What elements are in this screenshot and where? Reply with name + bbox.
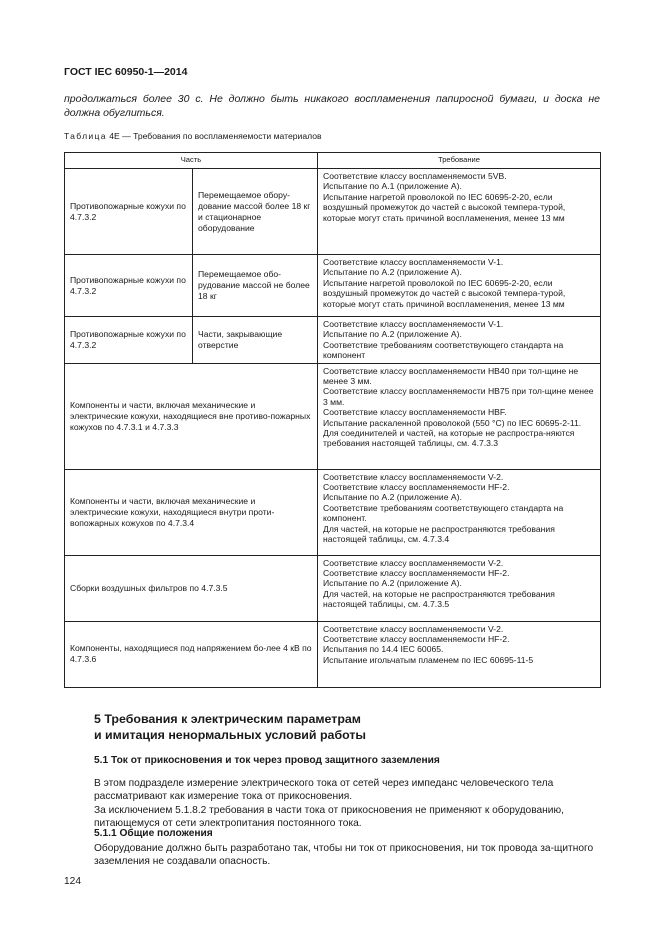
requirement-line: Соответствие классу воспламеняемости V-2. [323, 557, 504, 568]
part-cell: Противопожарные кожухи по 4.7.3.2 [65, 317, 193, 364]
intro-paragraph: продолжаться более 30 с. Не должно быть никакого воспламенения папиросной бумаги, и доска не должна обуглиться. [64, 93, 600, 119]
section-5-1-para1 [64, 777, 600, 804]
part-cell: Противопожарные кожухи по 4.7.3.2 [65, 255, 193, 317]
section-5-1-1-title: 5.1.1 Общие положения [94, 828, 213, 839]
requirement-line: Соответствие классу воспламеняемости HF-2. [323, 568, 510, 579]
requirement-line: Испытание нагретой проволокой по IEC 60695-2-20, если воздушный промежуток до частей с высокой темпера-турой, которые могут стать причиной воспламенения, менее 13 мм [323, 277, 566, 309]
requirement-line: Соответствие классу воспламеняемости V-1. [323, 257, 504, 267]
requirement-line: Соответствие классу воспламеняемости HF-2. [323, 634, 510, 645]
requirement-line: Для частей, на которые не распространяются требования настоящей таблицы, см. 4.7.3.4 [323, 523, 555, 545]
section-5-1-title: 5.1 Ток от прикосновения и ток через провод защитного заземления [94, 755, 440, 766]
requirement-line: Соответствие классу воспламеняемости V-2. [323, 623, 504, 634]
requirement-cell [318, 363, 601, 469]
requirement-line: Испытание игольчатым пламенем по IEC 60695-11-5 [323, 654, 534, 665]
table-caption-label: Таблица [64, 131, 107, 141]
table-row [65, 317, 601, 364]
requirement-line: Соответствие классу воспламеняемости HF-2. [323, 482, 510, 493]
part-cell: Компоненты и части, включая механические и электрические кожухи, находящиеся вне противо-пожарных кожухов по 4.7.3.1 и 4.7.3.3 [65, 363, 318, 469]
table-row [65, 363, 601, 469]
table-row [65, 621, 601, 687]
flammability-table [64, 152, 601, 688]
table-body [65, 169, 601, 688]
subpart-cell: Перемещаемое обору-дование массой более 18 кг и стационарное оборудование [193, 169, 318, 255]
section-5-1-para2 [64, 804, 600, 831]
requirement-line: Соответствие классу воспламеняемости HB75 при тол-щине менее 3 мм. [323, 386, 594, 407]
part-cell: Компоненты и части, включая механические и электрические кожухи, находящиеся внутри проти-вопожарных кожухов по 4.7.3.4 [65, 469, 318, 555]
header-part: Часть [65, 153, 318, 169]
table-caption [64, 131, 322, 141]
part-cell: Противопожарные кожухи по 4.7.3.2 [65, 169, 193, 255]
section-5-title-line1: 5 Требования к электрическим параметрам [94, 712, 361, 726]
table-row [65, 255, 601, 317]
requirement-line: Соответствие классу воспламеняемости HBF. [323, 407, 507, 418]
table-header-row [65, 153, 601, 169]
header-requirement: Требование [318, 153, 601, 169]
requirement-cell [318, 255, 601, 317]
requirement-line: Испытание раскаленной проволокой (550 °C) по IEC 60695-2-11. [323, 417, 582, 428]
section-5-1-1-para [64, 842, 600, 869]
table-row [65, 469, 601, 555]
section-5-1-1-para-text: Оборудование должно быть разработано так, чтобы ни ток от прикосновения, ни ток провода за-щитного заземления не создавали опасность. [94, 843, 594, 868]
requirement-cell [318, 317, 601, 364]
section-5-1-para1-text: В этом подразделе измерение электрического тока от сетей через импеданс человеческого тела рассматривают как измерение тока от прикосновения. [94, 778, 554, 803]
page-number: 124 [64, 876, 81, 887]
requirement-cell [318, 555, 601, 621]
requirement-line: Соответствие классу воспламеняемости HB40 при тол-щине не менее 3 мм. [323, 365, 579, 387]
subpart-cell: Части, закрывающие отверстие [193, 317, 318, 364]
section-5-title-line2: и имитация ненормальных условий работы [94, 727, 367, 742]
requirement-line: Испытание нагретой проволокой по IEC 60695-2-20, если воздушный промежуток до частей с высокой темпера-турой, которые могут стать причиной воспламенения, менее 13 мм [323, 191, 566, 223]
part-cell: Компоненты, находящиеся под напряжением бо-лее 4 кВ по 4.7.3.6 [65, 621, 318, 687]
subpart-cell: Перемещаемое обо-рудование массой не более 18 кг [193, 255, 318, 317]
requirement-line: Соответствие требованиям соответствующего стандарта на компонент [323, 339, 564, 361]
requirement-line: Испытание по A.2 (приложение A). [323, 578, 462, 589]
requirement-line: Испытания по 14.4 IEC 60065. [323, 644, 444, 655]
requirement-line: Соответствие классу воспламеняемости V-2. [323, 471, 504, 482]
table-row [65, 555, 601, 621]
requirement-cell [318, 621, 601, 687]
requirement-line: Испытание по A.1 (приложение A). [323, 181, 462, 192]
requirement-line: Испытание по A.2 (приложение A). [323, 329, 462, 340]
requirement-line: Для частей, на которые не распространяются требования настоящей таблицы, см. 4.7.3.5 [323, 588, 555, 610]
requirement-line: Испытание по A.2 (приложение A). [323, 492, 462, 503]
requirement-line: Для соединителей и частей, на которые не распростра-няются требования настоящей таблицы, см. 4.7.3.3 [323, 428, 575, 449]
requirement-line: Испытание по A.2 (приложение A). [323, 267, 462, 278]
part-cell: Сборки воздушных фильтров по 4.7.3.5 [65, 555, 318, 621]
section-5-1-para2-text: За исключением 5.1.8.2 требования в части тока от прикосновения не применяют к оборудованию, питающемуся от сети электропитания постоянного тока. [94, 805, 564, 830]
document-header: ГОСТ IEC 60950-1—2014 [64, 66, 188, 78]
table-row [65, 169, 601, 255]
requirement-line: Соответствие классу воспламеняемости V-1. [323, 319, 504, 329]
table-caption-title: 4E — Требования по воспламеняемости материалов [109, 131, 322, 141]
requirement-line: Соответствие требованиям соответствующего стандарта на компонент. [323, 502, 564, 524]
requirement-cell [318, 169, 601, 255]
requirement-cell [318, 469, 601, 555]
requirement-line: Соответствие классу воспламеняемости 5VB. [323, 171, 507, 181]
section-5-title [94, 712, 366, 743]
